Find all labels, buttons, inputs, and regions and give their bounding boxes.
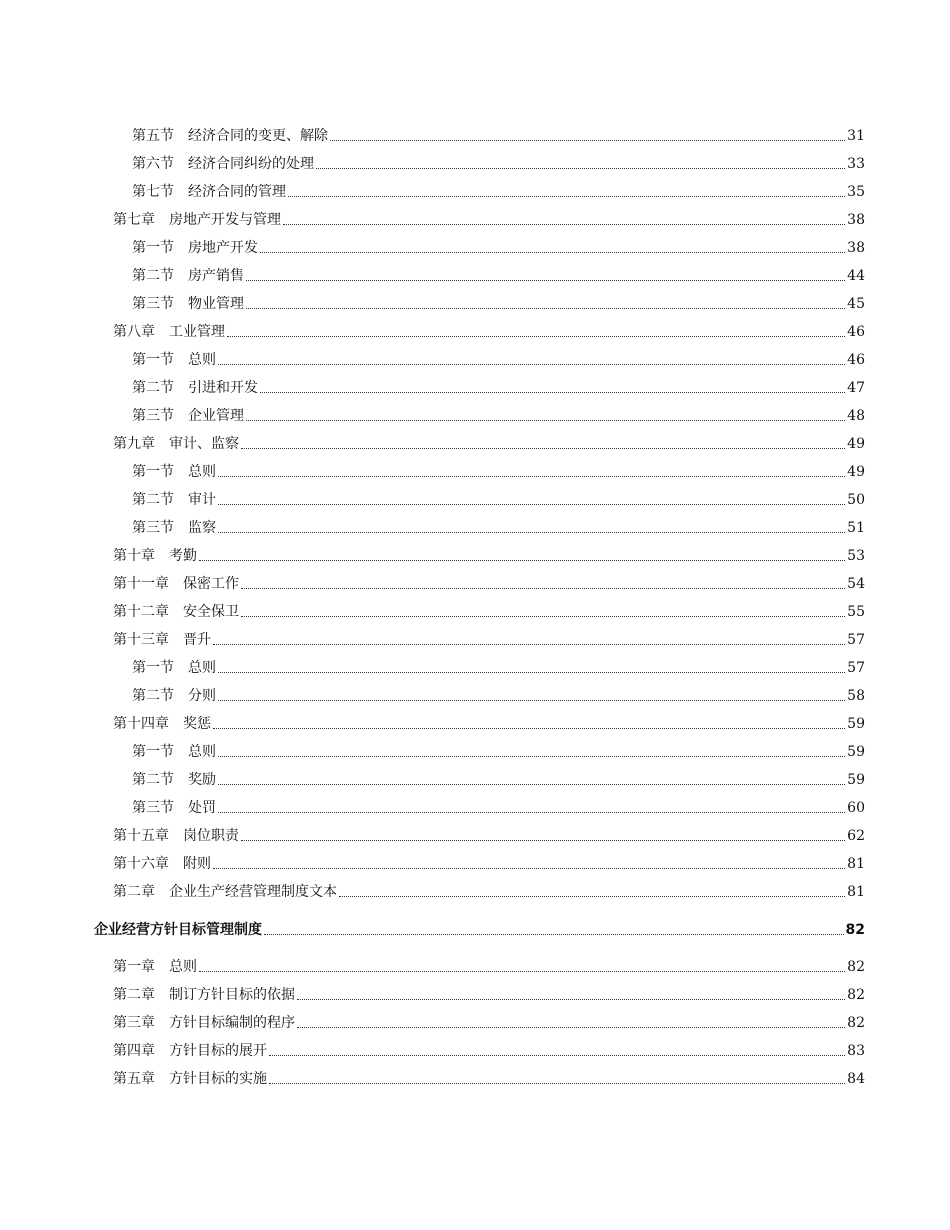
toc-page-number: 53	[847, 548, 865, 564]
toc-dot-leader	[199, 970, 845, 972]
toc-dot-leader	[241, 615, 845, 617]
toc-page-number: 35	[847, 184, 865, 200]
toc-entry-label: 第二节 审计	[132, 492, 216, 508]
toc-page-number: 59	[847, 716, 865, 732]
toc-page-number: 55	[847, 604, 865, 620]
toc-page-number: 57	[847, 660, 865, 676]
toc-section-entry[interactable]	[0, 285, 950, 313]
toc-section-entry[interactable]	[0, 761, 950, 789]
toc-dot-leader	[283, 223, 845, 225]
toc-section-entry[interactable]	[0, 453, 950, 481]
toc-page-number: 57	[847, 632, 865, 648]
toc-page-number: 50	[847, 492, 865, 508]
toc-chapter-entry[interactable]	[0, 1060, 950, 1088]
toc-section-entry[interactable]	[0, 733, 950, 761]
toc-dot-leader	[218, 671, 845, 673]
toc-page-number: 82	[847, 959, 865, 975]
toc-dot-leader	[297, 1026, 845, 1028]
toc-page-number: 46	[847, 324, 865, 340]
toc-section-entry[interactable]	[0, 117, 950, 145]
toc-chapter-entry[interactable]	[0, 621, 950, 649]
toc-page-number: 84	[847, 1071, 865, 1087]
toc-entry-label: 第二节 房产销售	[132, 268, 244, 284]
toc-chapter-entry[interactable]	[0, 976, 950, 1004]
toc-dot-leader	[246, 307, 845, 309]
toc-chapter-entry[interactable]	[0, 565, 950, 593]
toc-chapter-entry[interactable]	[0, 705, 950, 733]
toc-entry-label: 第三节 企业管理	[132, 408, 244, 424]
toc-dot-leader	[260, 391, 845, 393]
toc-entry-label: 第八章 工业管理	[113, 324, 225, 340]
toc-page-number: 51	[847, 520, 865, 536]
toc-entry-label: 第四章 方针目标的展开	[113, 1043, 267, 1059]
toc-entry-label: 第三节 物业管理	[132, 296, 244, 312]
toc-chapter-entry[interactable]	[0, 845, 950, 873]
toc-entry-label: 第三章 方针目标编制的程序	[113, 1015, 295, 1031]
toc-page-number: 54	[847, 576, 865, 592]
toc-page-number: 62	[847, 828, 865, 844]
toc-dot-leader	[227, 335, 845, 337]
toc-page-number: 31	[847, 128, 865, 144]
toc-page-number: 58	[847, 688, 865, 704]
toc-entry-label: 第十章 考勤	[113, 548, 197, 564]
toc-chapter-entry[interactable]	[0, 313, 950, 341]
toc-page-number: 33	[847, 156, 865, 172]
toc-dot-leader	[241, 447, 845, 449]
toc-entry-label: 第五节 经济合同的变更、解除	[132, 128, 328, 144]
toc-dot-leader	[213, 867, 845, 869]
toc-dot-leader	[269, 1082, 845, 1084]
toc-chapter-entry[interactable]	[0, 817, 950, 845]
toc-entry-label: 第二节 分则	[132, 688, 216, 704]
toc-chapter-entry[interactable]	[0, 939, 950, 976]
toc-dot-leader	[199, 559, 845, 561]
toc-entry-label: 第一节 房地产开发	[132, 240, 258, 256]
toc-page-number: 82	[847, 987, 865, 1003]
toc-entry-label: 第十五章 岗位职责	[113, 828, 239, 844]
toc-chapter-entry[interactable]	[0, 537, 950, 565]
toc-entry-label: 第十六章 附则	[113, 856, 211, 872]
toc-entry-label: 第一节 总则	[132, 744, 216, 760]
toc-page-number: 59	[847, 744, 865, 760]
toc-entry-label: 第六节 经济合同纠纷的处理	[132, 156, 314, 172]
toc-page-number: 44	[847, 268, 865, 284]
toc-page-number: 82	[847, 1015, 865, 1031]
toc-page-number: 38	[847, 212, 865, 228]
toc-chapter-entry[interactable]	[0, 593, 950, 621]
toc-entry-label: 第十四章 奖惩	[113, 716, 211, 732]
toc-entry-label: 第一节 总则	[132, 464, 216, 480]
toc-dot-leader	[288, 195, 845, 197]
toc-entry-label: 第二章 企业生产经营管理制度文本	[113, 884, 337, 900]
toc-entry-label: 第十三章 晋升	[113, 632, 211, 648]
toc-dot-leader	[297, 998, 845, 1000]
toc-entry-label: 第三节 处罚	[132, 800, 216, 816]
toc-entry-label: 企业经营方针目标管理制度	[94, 922, 262, 938]
toc-dot-leader	[218, 811, 845, 813]
toc-section-entry[interactable]	[0, 229, 950, 257]
toc-dot-leader	[269, 1054, 845, 1056]
toc-dot-leader	[316, 167, 845, 169]
toc-dot-leader	[339, 895, 845, 897]
toc-dot-leader	[218, 783, 845, 785]
toc-section-entry[interactable]	[0, 173, 950, 201]
toc-page-number: 46	[847, 352, 865, 368]
toc-entry-label: 第一章 总则	[113, 959, 197, 975]
toc-dot-leader	[260, 251, 845, 253]
toc-dot-leader	[218, 363, 845, 365]
toc-page-number: 38	[847, 240, 865, 256]
toc-entry-label: 第一节 总则	[132, 352, 216, 368]
toc-entry-label: 第七节 经济合同的管理	[132, 184, 286, 200]
toc-page-number: 59	[847, 772, 865, 788]
toc-dot-leader	[241, 839, 845, 841]
toc-page-number: 82	[845, 922, 865, 938]
toc-entry-label: 第一节 总则	[132, 660, 216, 676]
toc-dot-leader	[330, 139, 845, 141]
toc-entry-label: 第七章 房地产开发与管理	[113, 212, 281, 228]
toc-section-entry[interactable]	[0, 397, 950, 425]
toc-section-entry[interactable]	[0, 509, 950, 537]
toc-entry-label: 第二节 奖励	[132, 772, 216, 788]
toc-section-entry[interactable]	[0, 649, 950, 677]
toc-page-number: 45	[847, 296, 865, 312]
toc-dot-leader	[264, 933, 844, 935]
toc-chapter-entry[interactable]	[0, 873, 950, 901]
toc-dot-leader	[218, 503, 845, 505]
toc-chapter-entry[interactable]	[0, 425, 950, 453]
toc-page-number: 83	[847, 1043, 865, 1059]
toc-dot-leader	[213, 727, 845, 729]
toc-page-number: 48	[847, 408, 865, 424]
toc-section-entry[interactable]	[0, 677, 950, 705]
toc-entry-label: 第九章 审计、监察	[113, 436, 239, 452]
toc-page-number: 60	[847, 800, 865, 816]
toc-section-entry[interactable]	[0, 145, 950, 173]
toc-section-entry[interactable]	[0, 257, 950, 285]
toc-chapter-entry[interactable]	[0, 201, 950, 229]
toc-section-entry[interactable]	[0, 369, 950, 397]
toc-page-number: 49	[847, 436, 865, 452]
toc-section-entry[interactable]	[0, 789, 950, 817]
toc-page-number: 47	[847, 380, 865, 396]
toc-page-number: 81	[847, 856, 865, 872]
toc-dot-leader	[246, 419, 845, 421]
toc-chapter-entry[interactable]	[0, 1004, 950, 1032]
toc-entry-label: 第十一章 保密工作	[113, 576, 239, 592]
toc-section-entry[interactable]	[0, 481, 950, 509]
toc-section-entry[interactable]	[0, 341, 950, 369]
toc-entry-label: 第二章 制订方针目标的依据	[113, 987, 295, 1003]
toc-entry-label: 第十二章 安全保卫	[113, 604, 239, 620]
toc-chapter-entry[interactable]	[0, 1032, 950, 1060]
toc-page-number: 49	[847, 464, 865, 480]
toc-dot-leader	[218, 755, 845, 757]
toc-dot-leader	[241, 587, 845, 589]
toc-entry-label: 第五章 方针目标的实施	[113, 1071, 267, 1087]
toc-page-number: 81	[847, 884, 865, 900]
toc-dot-leader	[218, 475, 845, 477]
toc-dot-leader	[218, 531, 845, 533]
table-of-contents	[0, 117, 950, 1088]
toc-heading-entry[interactable]	[0, 901, 950, 939]
toc-dot-leader	[213, 643, 845, 645]
toc-entry-label: 第三节 监察	[132, 520, 216, 536]
toc-dot-leader	[218, 699, 845, 701]
toc-dot-leader	[246, 279, 845, 281]
toc-entry-label: 第二节 引进和开发	[132, 380, 258, 396]
